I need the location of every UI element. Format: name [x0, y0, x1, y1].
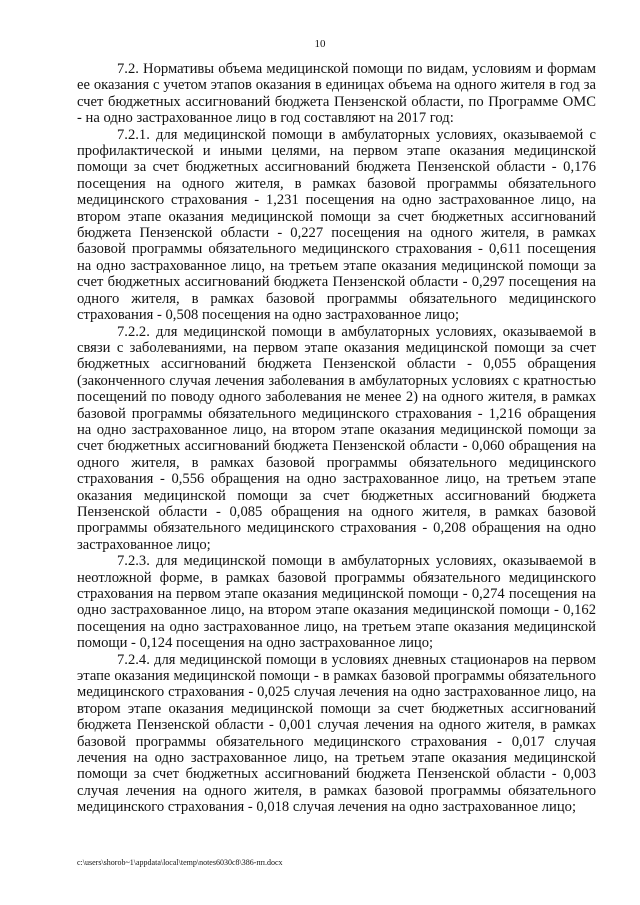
paragraph-7-2-2: 7.2.2. для медицинской помощи в амбулаторных условиях, оказываемой в связи с заболеваниями, на первом этапе оказания медицинской помощи за счет бюджетных ассигнований бюджета Пензенской области - 0,055 обращения (законченного случая лечения заболевания в амбулаторных условиях с кратностью посещений по поводу одного заболевания не менее 2) на одного жителя, в рамках базовой программы обязательного медицинского страхования - 1,216 обращения на одно застрахованное лицо, на втором этапе оказания медицинской помощи за счет бюджетных ассигнований бюджета Пензенской области - 0,060 обращения на одного жителя, в рамках базовой программы обязательного медицинского страхования - 0,556 обращения на одно застрахованное лицо, на третьем этапе оказания медицинской помощи за счет бюджетных ассигнований бюджета Пензенской области - 0,085 обращения на одного жителя, в рамках базовой программы обязательного медицинского страхования - 0,208 обращения на одно застрахованное лицо; — [77, 323, 596, 553]
page-number: 10 — [314, 38, 326, 50]
paragraph-7-2-1: 7.2.1. для медицинской помощи в амбулаторных условиях, оказываемой с профилактической и иными целями, на первом этапе оказания медицинской помощи за счет бюджетных ассигнований бюджета Пензенской области - 0,176 посещения на одного жителя, в рамках базовой программы обязательного медицинского страхования - 1,231 посещения на одно застрахованное лицо, на втором этапе оказания медицинской помощи за счет бюджетных ассигнований бюджета Пензенской области - 0,227 посещения на одного жителя, в рамках базовой программы обязательного медицинского страхования - 0,611 посещения на одно застрахованное лицо, на третьем этапе оказания медицинской помощи за счет бюджетных ассигнований бюджета Пензенской области - 0,297 посещения на одного жителя, в рамках базовой программы обязательного медицинского страхования - 0,508 посещения на одно застрахованное лицо; — [77, 126, 596, 324]
paragraph-7-2-4: 7.2.4. для медицинской помощи в условиях дневных стационаров на первом этапе оказания медицинской помощи - в рамках базовой программы обязательного медицинского страхования - 0,025 случая лечения на одно застрахованное лицо, на втором этапе оказания медицинской помощи за счет бюджетных ассигнований бюджета Пензенской области - 0,001 случая лечения на одного жителя, в рамках базовой программы обязательного медицинского страхования - 0,017 случая лечения на одно застрахованное лицо, на третьем этапе оказания медицинской помощи за счет бюджетных ассигнований бюджета Пензенской области - 0,003 случая лечения на одного жителя, в рамках базовой программы обязательного медицинского страхования - 0,018 случая лечения на одно застрахованное лицо; — [77, 651, 596, 816]
paragraph-7-2-3: 7.2.3. для медицинской помощи в амбулаторных условиях, оказываемой в неотложной форме, в рамках базовой программы обязательного медицинского страхования на первом этапе оказания медицинской помощи - 0,274 посещения на одно застрахованное лицо, на втором этапе оказания медицинской помощи - 0,162 посещения на одно застрахованное лицо, на третьем этапе оказания медицинской помощи - 0,124 посещения на одно застрахованное лицо; — [77, 553, 596, 652]
footer-file-path: c:\users\shorob~1\appdata\local\temp\notes6030c8\386-пп.docx — [77, 858, 283, 867]
paragraph-7-2: 7.2. Нормативы объема медицинской помощи по видам, условиям и формам ее оказания с учетом этапов оказания в единицах объема на одного жителя в год за счет бюджетных ассигнований бюджета Пензенской области, по Программе ОМС - на одно застрахованное лицо в год составляют на 2017 год: — [77, 61, 596, 127]
document-body — [77, 61, 596, 816]
